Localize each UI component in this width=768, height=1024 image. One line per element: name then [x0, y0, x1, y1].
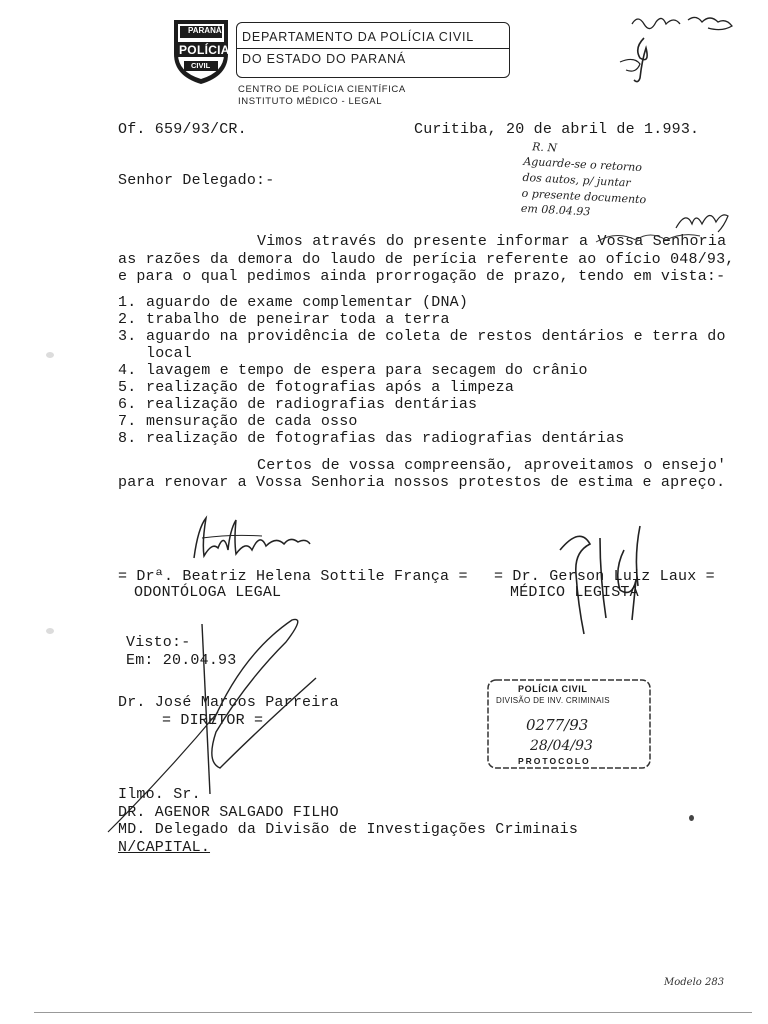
- handwritten-line-1: R. N: [531, 140, 558, 155]
- ink-strike-scribble: [592, 228, 722, 254]
- form-model-label: Modelo 283: [664, 977, 725, 988]
- closing-line-2: para renovar a Vossa Senhoria nossos protestos de estima e apreço.: [118, 474, 726, 491]
- badge-top-text: PARANÁ: [188, 26, 222, 35]
- stamp-line-1: POLÍCIA CIVIL: [518, 684, 588, 694]
- left-signatory-name: = Drª. Beatriz Helena Sottile França =: [118, 568, 468, 585]
- top-right-initials-scribble: [600, 6, 750, 96]
- reference-number: Of. 659/93/CR.: [118, 121, 247, 138]
- handwritten-line-5: em 08.04.93: [520, 201, 591, 219]
- salutation: Senhor Delegado:-: [118, 172, 275, 189]
- director-title: = DIRETOR =: [162, 712, 264, 729]
- addressee-line-2: DR. AGENOR SALGADO FILHO: [118, 804, 339, 821]
- badge-bottom-text: CIVIL: [191, 61, 211, 70]
- handwritten-line-2: Aguarde-se o retorno: [523, 154, 643, 175]
- center-line-1: CENTRO DE POLÍCIA CIENTÍFICA: [238, 84, 406, 95]
- left-signatory-title: ODONTÓLOGA LEGAL: [134, 584, 282, 601]
- department-divider: [236, 48, 510, 49]
- center-line-2: INSTITUTO MÉDICO - LEGAL: [238, 96, 383, 107]
- intro-line-3: e para o qual pedimos ainda prorrogação de prazo, tendo em vista:-: [118, 268, 726, 285]
- stamp-number: 0277/93: [526, 716, 589, 734]
- director-name: Dr. José Marcos Parreira: [118, 694, 339, 711]
- handwritten-line-4: o presente documento: [521, 186, 647, 207]
- scan-speck: [46, 628, 54, 634]
- stamp-footer: PROTOCOLO: [518, 756, 591, 766]
- police-badge-logo: [170, 14, 232, 86]
- addressee-line-4: N/CAPITAL.: [118, 839, 211, 856]
- right-signatory-title: MÉDICO LEGISTA: [510, 584, 639, 601]
- scan-speck: [46, 352, 54, 358]
- scan-speck: [689, 815, 694, 821]
- addressee-line-3: MD. Delegado da Divisão de Investigações Criminais: [118, 821, 579, 838]
- addressee-line-1: Ilmo. Sr.: [118, 786, 201, 803]
- place-date: Curitiba, 20 de abril de 1.993.: [414, 121, 700, 138]
- handwritten-line-3: dos autos, p/ juntar: [522, 170, 631, 190]
- closing-line-1: Certos de vossa compreensão, aproveitamos o ensejo': [257, 457, 727, 474]
- stamp-line-2: DIVISÃO DE INV. CRIMINAIS: [496, 696, 610, 705]
- right-signatory-name: = Dr. Gerson Luiz Laux =: [494, 568, 715, 585]
- department-line-2: DO ESTADO DO PARANÁ: [242, 52, 407, 66]
- left-signature-scribble: [180, 508, 340, 572]
- department-line-1: DEPARTAMENTO DA POLÍCIA CIVIL: [242, 30, 475, 44]
- intro-line-1: Vimos através do presente informar a Vossa Senhoria: [257, 233, 727, 250]
- protocol-stamp: [484, 676, 654, 772]
- stamp-date: 28/04/93: [530, 738, 593, 754]
- badge-main-text: POLÍCIA: [179, 43, 230, 57]
- page-bottom-rule: [34, 1012, 752, 1013]
- intro-line-2: as razões da demora do laudo de perícia referente ao ofício 048/93,: [118, 251, 735, 268]
- visto-date: Em: 20.04.93: [126, 652, 237, 669]
- visto-label: Visto:-: [126, 634, 191, 651]
